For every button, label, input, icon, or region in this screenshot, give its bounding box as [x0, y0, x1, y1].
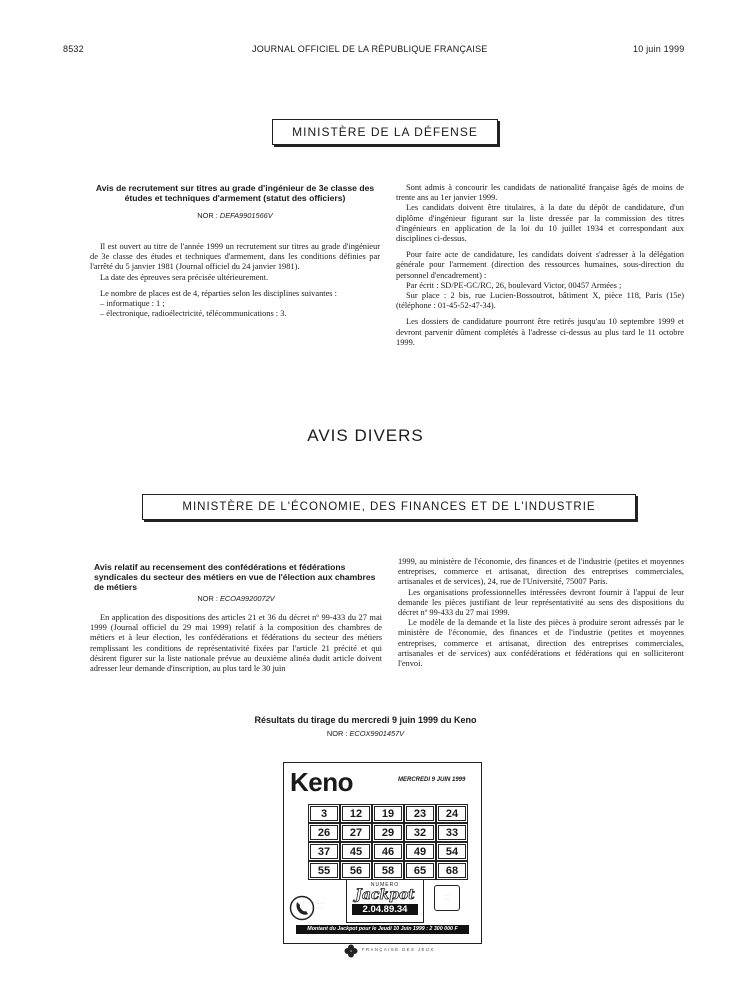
- defense-paragraph: Sont admis à concourir les candidats de nationalité française âgés de moins de trente ans au 1er janvier 1999.: [396, 183, 684, 203]
- economy-nor-code: ECOA9920072V: [219, 594, 275, 603]
- defense-paragraph: Les dossiers de candidature pourront être retirés jusqu'au 10 septembre 1999 et devront parvenir dûment complétés à l'adresse ci-dessus au plus tard le 11 octobre 1999.: [396, 317, 684, 347]
- defense-list-item: – électronique, radioélectricité, télécommunications : 3.: [100, 309, 287, 319]
- defense-left-column: [90, 183, 380, 319]
- jackpot-footer: Montant du Jackpot pour le Jeudi 10 Juin 1999 : 2 300 000 F: [296, 925, 469, 934]
- jackpot-logo: Jackpot: [355, 887, 415, 903]
- economy-paragraph: Les organisations professionnelles intéressées devront fournir à l'appui de leur demande les pièces justifiant de leur représentativité au sens des dispositions du décret nº 99-433 du 27 mai 1999.: [398, 587, 684, 618]
- defense-list-item: – informatique : 1 ;: [100, 299, 165, 309]
- page-number: 8532: [63, 44, 84, 54]
- defense-notice-title: Avis de recrutement sur titres au grade d'ingénieur de 3e classe des études et techniques d'armement (statut des officiers): [95, 183, 375, 203]
- keno-number: 37: [310, 844, 338, 859]
- economy-right-column: [398, 557, 684, 669]
- numero-label: NUMERO: [370, 882, 400, 888]
- defense-paragraph: Pour faire acte de candidature, les candidats doivent s'adresser à la délégation générale pour l'armement (direction des ressources humaines, sous-direction du personnel d'encadrement) :: [396, 250, 684, 280]
- journal-title: JOURNAL OFFICIEL DE LA RÉPUBLIQUE FRANÇAISE: [252, 44, 488, 54]
- clover-icon: [344, 944, 358, 958]
- defense-right-column: [396, 183, 684, 348]
- keno-number: 65: [406, 863, 434, 878]
- keno-numbers-grid: [309, 805, 467, 879]
- economy-notice-title: Avis relatif au recensement des confédérations et fédérations syndicales du secteur des métiers en vue de l'élection aux chambres de métiers: [94, 562, 376, 592]
- keno-results-card: [283, 762, 482, 944]
- ministry-defense-title: MINISTÈRE DE LA DÉFENSE: [292, 125, 478, 139]
- keno-number: 56: [342, 863, 370, 878]
- defense-paragraph: Par écrit : SD/PE-GC/RC, 26, boulevard Victor, 00457 Armées ;: [406, 280, 622, 290]
- jackpot-box: [346, 879, 424, 923]
- keno-number: 23: [406, 806, 434, 821]
- defense-paragraph: Le nombre de places est de 4, réparties selon les disciplines suivantes :: [100, 288, 337, 298]
- economy-paragraph: En application des dispositions des articles 21 et 36 du décret nº 99-433 du 27 mai 1999 (Journal officiel du 29 mai 1999) relatif à la composition des chambres de métiers et à leur élection, les confédérations et fédérations du secteur des métiers remplissant les conditions de représentativité fixées par l'article 21 précité et qui désirent figurer sur la liste nationale prévue au deuxième alinéa dudit article doivent adresser leur demande d'inscription, au plus tard le 30 juin: [90, 613, 382, 674]
- phone-caption: · · · · ·: [318, 901, 324, 911]
- keno-logo: Keno: [290, 767, 353, 797]
- defense-paragraph: La date des épreuves sera précisée ultérieurement.: [100, 272, 269, 282]
- keno-number: 45: [342, 844, 370, 859]
- keno-number: 46: [374, 844, 402, 859]
- keno-nor: NOR : ECOX9901457V: [326, 729, 405, 738]
- keno-number: 24: [438, 806, 466, 821]
- issue-date: 10 juin 1999: [633, 44, 685, 54]
- keno-number: 68: [438, 863, 466, 878]
- keno-notice-title: Résultats du tirage du mercredi 9 juin 1999 du Keno: [254, 715, 477, 725]
- keno-nor-code: ECOX9901457V: [349, 729, 405, 738]
- defense-paragraph: Les candidats doivent être titulaires, à la date du dépôt de candidature, d'un diplôme d'ingénieur figurant sur la liste dressée par la commission des titres d'ingénieurs en application de la loi du 10 juillet 1934 et correspondant aux disciplines ci-dessus.: [396, 203, 684, 244]
- keno-number: 26: [310, 825, 338, 840]
- keno-number: 58: [374, 863, 402, 878]
- defense-nor: NOR : DEFA9901566V: [197, 211, 273, 220]
- keno-number: 55: [310, 863, 338, 878]
- keno-number: 12: [342, 806, 370, 821]
- keno-number: 19: [374, 806, 402, 821]
- economy-left-column: [90, 562, 382, 674]
- keno-number: 54: [438, 844, 466, 859]
- keno-number: 3: [310, 806, 338, 821]
- ministry-economy-title: MINISTÈRE DE L'ÉCONOMIE, DES FINANCES ET DE L'INDUSTRIE: [182, 501, 596, 513]
- avis-divers-heading: AVIS DIVERS: [307, 426, 424, 445]
- brand-name: FRANÇAISE DES JEUX: [362, 947, 435, 952]
- economy-paragraph: Le modèle de la demande et la liste des pièces à produire seront adressés par le ministère de l'économie, des finances et de l'industrie (petites et moyennes entreprises, commerce et artisanat, direction des entreprises commerciales, artisanales et de services) aux confédérations et fédérations qui en solliciteront l'envoi.: [398, 618, 684, 669]
- ministry-economy-box: [142, 494, 636, 520]
- keno-number: 33: [438, 825, 466, 840]
- phone-icon: [289, 895, 315, 921]
- defense-paragraph: Sur place : 2 bis, rue Lucien-Bossoutrot, bâtiment X, pièce 118, Paris (15e) (téléphone : 01-45-52-47-34).: [396, 291, 684, 311]
- jackpot-number: 2.04.89.34: [352, 904, 418, 915]
- ministry-defense-box: [272, 119, 498, 145]
- keno-number: 27: [342, 825, 370, 840]
- defense-paragraph: Il est ouvert au titre de l'année 1999 un recrutement sur titres au grade d'ingénieur de 3e classe des études et techniques d'armement, dans les conditions définies par l'arrêté du 5 janvier 1981 (Journal officiel du 24 janvier 1981).: [90, 242, 380, 272]
- keno-number: 49: [406, 844, 434, 859]
- economy-nor: NOR : ECOA9920072V: [197, 594, 275, 603]
- defense-nor-code: DEFA9901566V: [219, 211, 273, 220]
- keno-number: 32: [406, 825, 434, 840]
- keno-number: 29: [374, 825, 402, 840]
- keno-side-badge: · · · · · ·: [434, 885, 460, 911]
- economy-paragraph: 1999, au ministère de l'économie, des finances et de l'industrie (petites et moyennes entreprises, commerce et artisanat, direction des entreprises commerciales, artisanales et de services), 24, rue de l'Université, 75007 Paris.: [398, 557, 684, 587]
- keno-notice-header: [0, 715, 731, 738]
- keno-draw-date: MERCREDI 9 JUIN 1999: [398, 777, 466, 783]
